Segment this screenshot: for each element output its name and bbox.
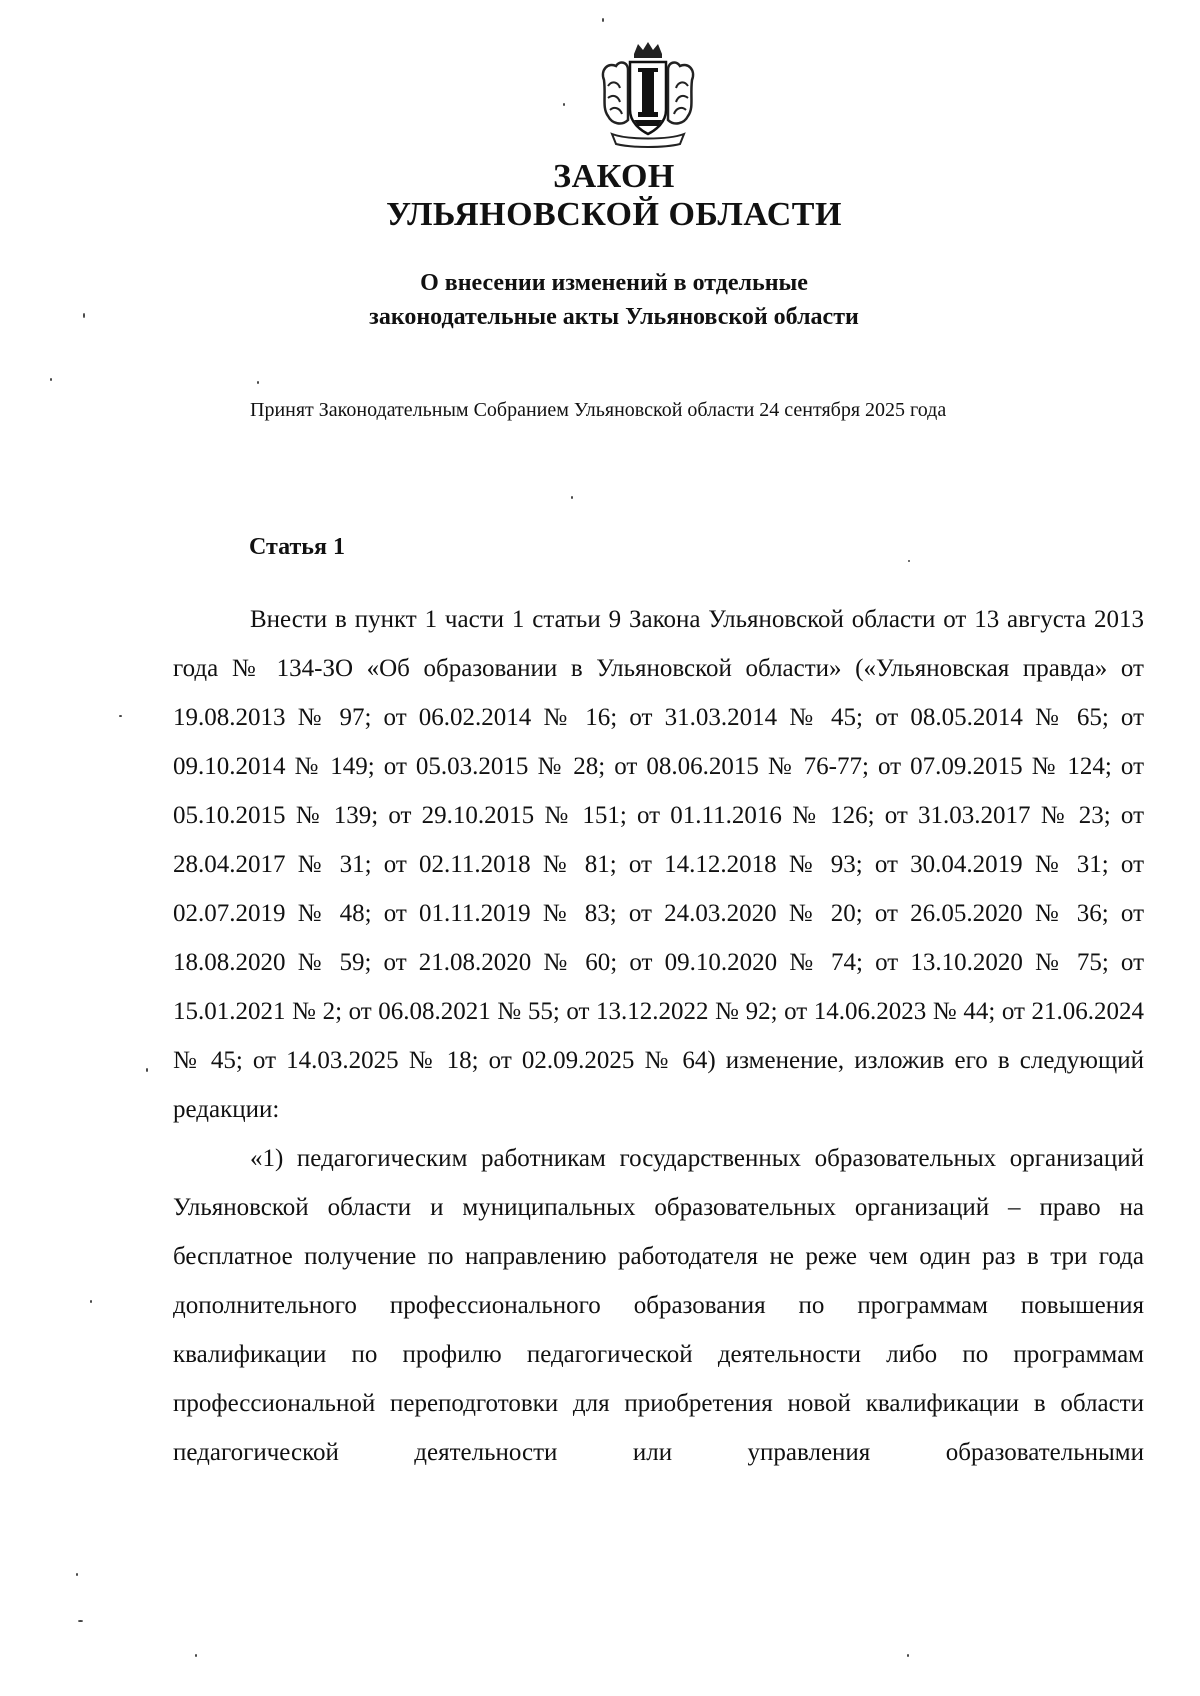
scan-speck <box>119 715 122 717</box>
scan-speck <box>50 378 52 381</box>
scan-speck <box>571 496 573 499</box>
adoption-note: Принят Законодательным Собранием Ульяновской области 24 сентября 2025 года <box>250 399 947 421</box>
coat-of-arms-icon <box>598 40 698 148</box>
article-paragraph-1: Внести в пункт 1 части 1 статьи 9 Закона Ульяновской области от 13 августа 2013 года № 134-ЗО «Об образовании в Ульяновской области» («Ульяновская правда» от 19.08.2013 № 97; от 06.02.2014 № 16; от 31.03.2014 № 45; от 08.05.2014 № 65; от 09.10.2014 № 149; от 05.03.2015 № 28; от 08.06.2015 № 76-77; от 07.09.2015 № 124; от 05.10.2015 № 139; от 29.10.2015 № 151; от 01.11.2016 № 126; от 31.03.2017 № 23; от 28.04.2017 № 31; от 02.11.2018 № 81; от 14.12.2018 № 93; от 30.04.2019 № 31; от 02.07.2019 № 48; от 01.11.2019 № 83; от 24.03.2020 № 20; от 26.05.2020 № 36; от 18.08.2020 № 59; от 21.08.2020 № 60; от 09.10.2020 № 74; от 13.10.2020 № 75; от 15.01.2021 № 2; от 06.08.2021 № 55; от 13.12.2022 № 92; от 14.06.2023 № 44; от 21.06.2024 № 45; от 14.03.2025 № 18; от 02.09.2025 № 64) изменение, изложив его в следующий редакции: <box>173 606 1144 1123</box>
scan-speck <box>146 1068 148 1072</box>
article-heading: Статья 1 <box>249 534 345 560</box>
scan-speck <box>908 560 910 562</box>
article-body <box>173 595 1144 1477</box>
article-paragraph-2: «1) педагогическим работникам государственных образовательных организаций Ульяновской области и муниципальных образовательных организаций – право на бесплатное получение по направлению работодателя не реже чем один раз в три года дополнительного профессионального образования по программам повышения квалификации по профилю педагогической деятельности либо по программам профессиональной переподготовки для приобретения новой квалификации в области педагогической деятельности или управления образовательными <box>173 1145 1144 1466</box>
scan-speck <box>907 1654 909 1657</box>
law-subtitle-line-1: О внесении изменений в отдельные <box>420 270 808 296</box>
scan-speck <box>76 1573 78 1576</box>
scan-speck <box>602 18 604 22</box>
scan-speck <box>78 1620 83 1622</box>
scan-speck <box>90 1300 92 1303</box>
scan-speck <box>257 381 259 384</box>
scan-speck <box>563 103 565 106</box>
scan-speck <box>83 313 85 318</box>
scan-speck <box>195 1654 197 1657</box>
law-subtitle-line-2: законодательные акты Ульяновской области <box>369 304 859 330</box>
law-title-line-2: УЛЬЯНОВСКОЙ ОБЛАСТИ <box>386 196 842 233</box>
law-title-line-1: ЗАКОН <box>553 158 675 195</box>
